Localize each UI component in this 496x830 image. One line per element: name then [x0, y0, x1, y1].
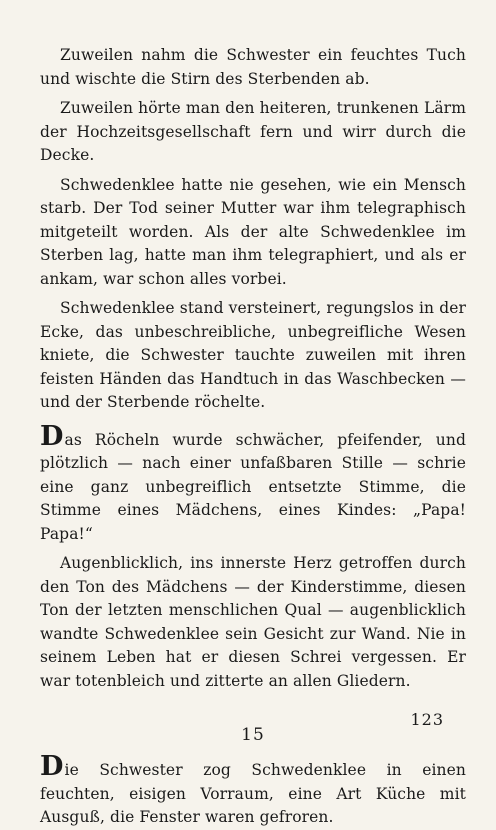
- paragraph-after-break: Augenblicklich, ins innerste Herz getroffen durch den Ton des Mädchens — der Kinderstimme, diesen Ton der letzten menschlichen Qual — augenblicklich wandte Schwedenklee sein Gesicht zur Wand. Nie in seinem Leben hat er diesen Schrei vergessen. Er war totenbleich und zitterte an allen Gliedern.: [40, 554, 466, 690]
- drop-cap-letter: D: [40, 420, 64, 452]
- chapter-opening-text: ie Schwester zog Schwedenklee in einen feuchten, eisigen Vorraum, eine Art Küche mit Ausguß, die Fenster waren gefroren.: [40, 761, 466, 826]
- chapter-number: 15: [241, 725, 265, 745]
- paragraph-4: Schwedenklee stand versteinert, regungslos in der Ecke, das unbeschreibliche, unbegreifliche Wesen kniete, die Schwester tauchte zuweilen mit ihren feisten Händen das Handtuch in das Waschbecken — und der Sterbende röchelte.: [40, 299, 466, 411]
- section-break-text: as Röcheln wurde schwächer, pfeifender, und plötzlich — nach einer unfaßbaren Stille — schrie eine ganz unbegreiflich entsetzte Stimme, die Stimme eines Mädchens, eines Kindes: „Papa! Papa!“: [40, 430, 466, 543]
- chapter-drop-cap-letter: D: [40, 751, 64, 782]
- paragraph-1: Zuweilen nahm die Schwester ein feuchtes Tuch und wischte die Stirn des Sterbenden ab.: [40, 46, 466, 88]
- page-number: 123: [410, 710, 444, 729]
- paragraph-2: Zuweilen hörte man den heiteren, trunkenen Lärm der Hochzeitsgesellschaft fern und wirr durch die Decke.: [40, 99, 466, 164]
- chapter-opening-paragraph: [40, 751, 466, 830]
- section-break-paragraph: [40, 420, 466, 547]
- paragraph-3: Schwedenklee hatte nie gesehen, wie ein Mensch starb. Der Tod seiner Mutter war ihm telegraphisch mitgeteilt worden. Als der alte Schwedenklee im Sterben lag, hatte man ihm telegraphiert, und als er ankam, war schon alles vorbei.: [40, 175, 466, 288]
